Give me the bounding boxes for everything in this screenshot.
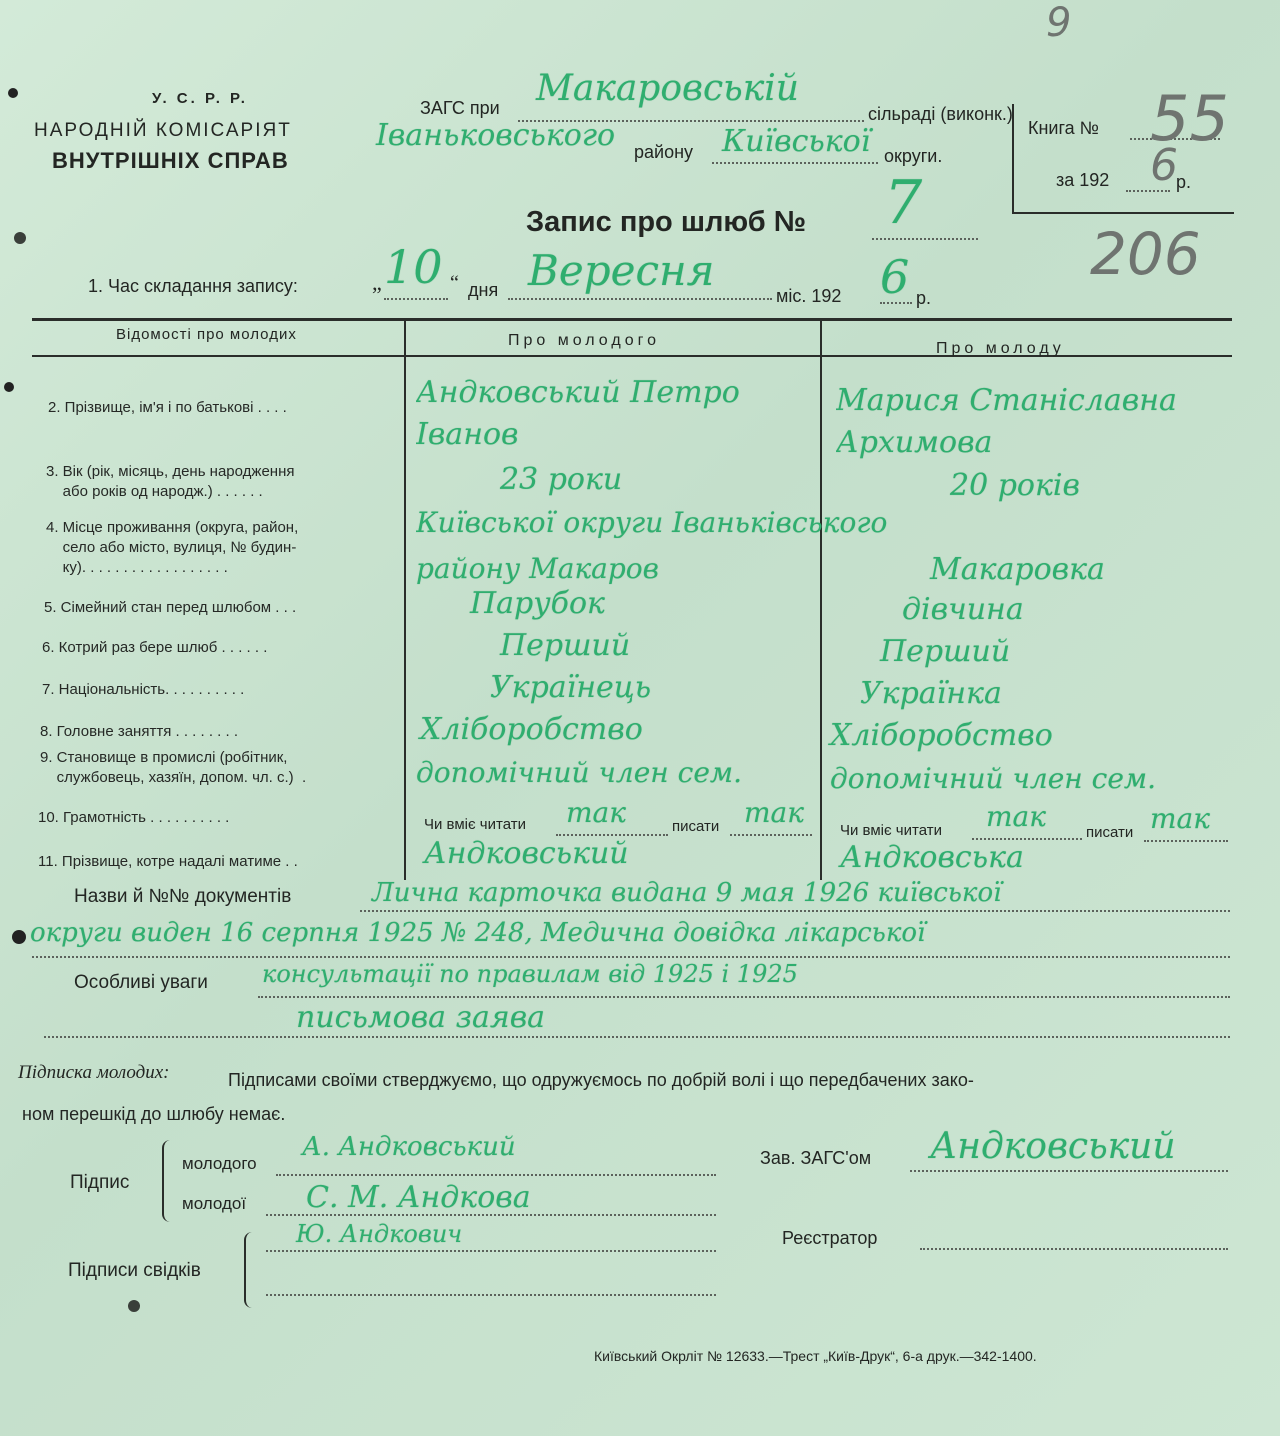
raion-label: району bbox=[634, 142, 694, 162]
book-year-suffix: р. bbox=[1176, 172, 1192, 192]
groom-write-value: так bbox=[744, 796, 804, 829]
ussr-label: У. С. Р. Р. bbox=[152, 90, 248, 107]
book-year-prefix: за 192 bbox=[1056, 170, 1110, 190]
print-info: Київський Окрліт № 12633.—Трест „Київ-Друк“, 6-а друк.—342-1400. bbox=[594, 1348, 1037, 1364]
remarks-label: Особливі уваги bbox=[74, 972, 208, 993]
remarks-line-2 bbox=[44, 1036, 1230, 1038]
documents-line-1 bbox=[360, 910, 1230, 912]
groom-age: 23 роки bbox=[500, 462, 623, 497]
bride-read-value: так bbox=[986, 800, 1046, 833]
signature-brace bbox=[162, 1140, 174, 1222]
bride-read-label: Чи вміє читати bbox=[840, 822, 942, 839]
documents-label: Назви й №№ документів bbox=[74, 886, 292, 907]
book-year-pencil: 6 bbox=[1150, 140, 1178, 191]
silradi-label: сільраді (виконк.) bbox=[868, 104, 1013, 124]
time-day-handwritten: 10 bbox=[384, 240, 443, 294]
book-label: Книга № bbox=[1028, 118, 1099, 138]
documents-text-1: Лична карточка видана 9 мая 1926 київської bbox=[372, 878, 1002, 908]
witness-line-1 bbox=[266, 1250, 716, 1252]
bride-write-label: писати bbox=[1086, 824, 1134, 841]
bride-marriage-count: Перший bbox=[880, 634, 1011, 669]
time-quote-open: „ bbox=[372, 270, 382, 295]
bride-sig-label: молодої bbox=[182, 1194, 247, 1213]
bride-occupation: Хліборобство bbox=[830, 718, 1053, 753]
punch-hole bbox=[128, 1300, 140, 1312]
groom-future-surname: Андковський bbox=[424, 836, 629, 871]
groom-industry-position: допомічний член сем. bbox=[416, 756, 743, 789]
punch-hole bbox=[8, 88, 18, 98]
groom-signature: А. Андковський bbox=[302, 1132, 516, 1162]
row-label-literacy: 10. Грамотність . . . . . . . . . . bbox=[38, 809, 230, 826]
declaration-lead: Підписка молодих: bbox=[18, 1062, 170, 1083]
documents-line-2 bbox=[32, 956, 1230, 958]
bride-signature: С. М. Андкова bbox=[306, 1180, 531, 1215]
row-label-marriage-count: 6. Котрий раз бере шлюб . . . . . . bbox=[42, 639, 268, 656]
groom-write-label: писати bbox=[672, 818, 720, 835]
head-signature: Андковський bbox=[930, 1126, 1176, 1167]
groom-residence: Київської округи Іваньківського району Макаров bbox=[416, 506, 888, 585]
declaration-text-2: ном перешкід до шлюбу немає. bbox=[22, 1104, 286, 1124]
bride-write-value: так bbox=[1150, 802, 1210, 835]
groom-read-label: Чи вміє читати bbox=[424, 816, 526, 833]
okruha-handwritten: Київської bbox=[722, 124, 871, 159]
groom-marriage-count: Перший bbox=[500, 628, 631, 663]
row-label-residence: 4. Місце проживання (округа, район, село або місто, вулиця, № будин- ку). . . . . . . . . . . . . . . . . . bbox=[46, 519, 299, 576]
record-number-line bbox=[872, 238, 978, 240]
bride-write-line bbox=[1144, 840, 1228, 842]
bride-nationality: Українка bbox=[860, 676, 1002, 711]
bride-residence: Макаровка bbox=[930, 552, 1105, 587]
zags-village-handwritten: Макаровській bbox=[536, 68, 799, 109]
declaration-text-1: Підписами своїми стверджуємо, що одружуємось по добрій волі і що передбачених зако- bbox=[228, 1070, 974, 1090]
remarks-text-1: консультації по правилам від 1925 і 1925 bbox=[262, 960, 798, 988]
groom-write-line bbox=[730, 834, 812, 836]
bride-read-line bbox=[972, 838, 1082, 840]
bride-marital: дівчина bbox=[902, 592, 1024, 627]
time-month-word: міс. 192 bbox=[776, 286, 842, 306]
zags-prefix: ЗАГС при bbox=[420, 98, 500, 118]
punch-hole bbox=[4, 382, 14, 392]
groom-occupation: Хліборобство bbox=[420, 712, 643, 747]
row-label-occupation: 8. Головне заняття . . . . . . . . bbox=[40, 723, 239, 740]
time-quote-close: “ bbox=[450, 272, 459, 294]
signature-label: Підпис bbox=[70, 1172, 130, 1193]
commissariat-line2: ВНУТРІШНІХ СПРАВ bbox=[52, 148, 289, 173]
row-label-industry-position: 9. Становище в промислі (робітник, службовець, хазяїн, допом. чл. с.) . bbox=[40, 749, 307, 786]
book-number-pencil: 55 bbox=[1150, 82, 1229, 155]
record-title: Запис про шлюб № bbox=[526, 206, 807, 238]
table-col-divider-1 bbox=[404, 320, 406, 880]
witnesses-label: Підписи свідків bbox=[68, 1260, 201, 1281]
punch-hole bbox=[14, 232, 26, 244]
table-col-divider-2 bbox=[820, 320, 822, 880]
head-sig-line bbox=[910, 1170, 1228, 1172]
okruha-line bbox=[712, 162, 878, 164]
bride-name: Марися Станіславна Архимова bbox=[836, 383, 1177, 460]
groom-sig-line bbox=[276, 1174, 716, 1176]
groom-name: Андковський Петро Іванов bbox=[416, 375, 740, 452]
commissariat-line1: НАРОДНІЙ КОМІСАРІЯТ bbox=[34, 120, 292, 141]
col-header-bride: Про молоду bbox=[936, 340, 1065, 357]
registrar-line bbox=[920, 1248, 1228, 1250]
pencil-number-top: 9 bbox=[1046, 0, 1072, 46]
head-label: Зав. ЗАГС'ом bbox=[760, 1148, 872, 1168]
okruha-label: округи. bbox=[884, 146, 943, 166]
groom-read-line bbox=[556, 834, 668, 836]
time-day-word: дня bbox=[468, 280, 499, 300]
witnesses-brace bbox=[244, 1232, 256, 1308]
bride-age: 20 років bbox=[950, 468, 1080, 503]
time-month-line bbox=[508, 298, 772, 300]
remarks-line-1 bbox=[258, 996, 1230, 998]
raion-handwritten: Іваньковського bbox=[376, 118, 616, 153]
punch-hole bbox=[12, 930, 26, 944]
witness-line-2 bbox=[266, 1294, 716, 1296]
record-number-handwritten: 7 bbox=[884, 168, 923, 238]
row-label-age: 3. Вік (рік, місяць, день народження або років од народж.) . . . . . . bbox=[46, 463, 295, 500]
pencil-archive-mark: 206 bbox=[1090, 220, 1201, 288]
col-header-groom: Про молодого bbox=[508, 332, 660, 349]
groom-sig-label: молодого bbox=[182, 1154, 257, 1173]
witness-signature-1: Ю. Андкович bbox=[296, 1220, 463, 1248]
time-month-handwritten: Вересня bbox=[528, 246, 715, 295]
table-top-rule bbox=[32, 318, 1232, 321]
bride-industry-position: допомічний член сем. bbox=[830, 762, 1157, 795]
col-header-info: Відомості про молодих bbox=[116, 326, 297, 343]
groom-read-value: так bbox=[566, 796, 626, 829]
time-year-handwritten: 6 bbox=[880, 250, 910, 304]
documents-text-2: округи виден 16 серпня 1925 № 248, Медична довідка лікарської bbox=[30, 918, 926, 948]
row-label-nationality: 7. Національність. . . . . . . . . . bbox=[42, 681, 245, 698]
remarks-text-2: письмова заява bbox=[296, 1000, 546, 1035]
row-label-name: 2. Прізвище, ім'я і по батькові . . . . bbox=[48, 399, 287, 416]
row-label-future-surname: 11. Прізвище, котре надалі матиме . . bbox=[38, 853, 298, 870]
time-label: 1. Час складання запису: bbox=[88, 276, 298, 296]
time-day-line bbox=[384, 298, 448, 300]
bride-future-surname: Андковська bbox=[840, 840, 1024, 875]
groom-marital: Парубок bbox=[470, 586, 605, 621]
registrar-label: Реєстратор bbox=[782, 1228, 878, 1248]
time-year-suffix: р. bbox=[916, 288, 932, 308]
row-label-marital: 5. Сімейний стан перед шлюбом . . . bbox=[44, 599, 297, 616]
groom-nationality: Українець bbox=[490, 670, 652, 705]
